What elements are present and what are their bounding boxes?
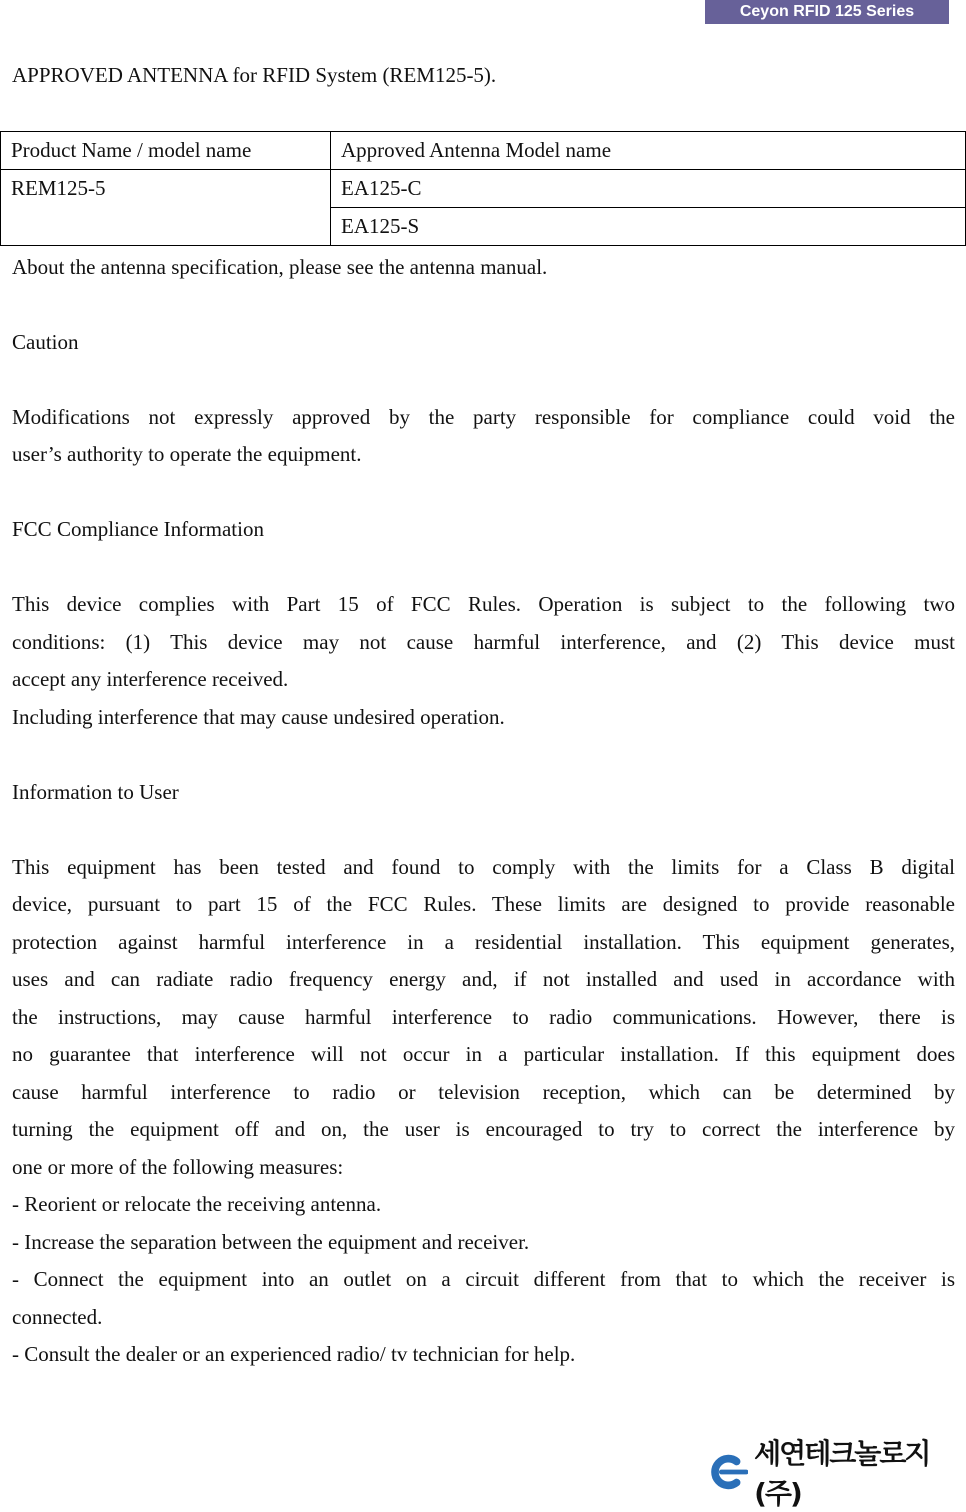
company-logo (708, 1432, 966, 1512)
antenna-cell: EA125-C (331, 170, 966, 208)
measure-item: - Connect the equipment into an outlet on a circuit different from that to which the receiver is (12, 1267, 955, 1291)
measure-item: - Consult the dealer or an experienced radio/ tv technician for help. (12, 1342, 576, 1366)
measure-item: - Increase the separation between the equipment and receiver. (12, 1230, 530, 1254)
antenna-note: About the antenna specification, please see the antenna manual. (12, 255, 548, 279)
info-heading: Information to User (12, 780, 179, 804)
fcc-heading: FCC Compliance Information (12, 517, 264, 541)
info-line: one or more of the following measures: (12, 1155, 344, 1179)
fcc-line: conditions: (1) This device may not cause harmful interference, and (2) This device must (12, 630, 955, 654)
info-line: the instructions, may cause harmful interference to radio communications. However, there is (12, 1005, 955, 1029)
logo-c-icon (708, 1453, 748, 1491)
fcc-line: This device complies with Part 15 of FCC Rules. Operation is subject to the following two (12, 592, 955, 616)
info-line: This equipment has been tested and found to comply with the limits for a Class B digital (12, 855, 955, 879)
page-title: APPROVED ANTENNA for RFID System (REM125-5). (12, 63, 497, 87)
table-header-row (1, 132, 966, 170)
caution-line: Modifications not expressly approved by the party responsible for compliance could void the (12, 405, 955, 429)
info-line: cause harmful interference to radio or television reception, which can be determined by (12, 1080, 955, 1104)
product-cell: REM125-5 (1, 170, 331, 246)
header-product-name: Product Name / model name (1, 132, 331, 170)
approved-antenna-table (0, 131, 966, 246)
fcc-line: Including interference that may cause undesired operation. (12, 705, 505, 729)
info-line: device, pursuant to part 15 of the FCC Rules. These limits are designed to provide reasonable (12, 892, 955, 916)
header-antenna-model: Approved Antenna Model name (331, 132, 966, 170)
series-badge: Ceyon RFID 125 Series (705, 0, 949, 24)
measure-item: connected. (12, 1305, 103, 1329)
table-row (1, 170, 966, 208)
logo-text: 세연테크놀로지(주) (754, 1437, 930, 1510)
fcc-line: accept any interference received. (12, 667, 289, 691)
info-line: no guarantee that interference will not occur in a particular installation. If this equipment does (12, 1042, 955, 1066)
measure-item: - Reorient or relocate the receiving antenna. (12, 1192, 382, 1216)
info-line: turning the equipment off and on, the user is encouraged to try to correct the interference by (12, 1117, 955, 1141)
caution-heading: Caution (12, 330, 79, 354)
caution-line: user’s authority to operate the equipment. (12, 442, 362, 466)
info-line: uses and can radiate radio frequency energy and, if not installed and used in accordance with (12, 967, 955, 991)
antenna-cell: EA125-S (331, 208, 966, 246)
info-line: protection against harmful interference in a residential installation. This equipment generates, (12, 930, 955, 954)
